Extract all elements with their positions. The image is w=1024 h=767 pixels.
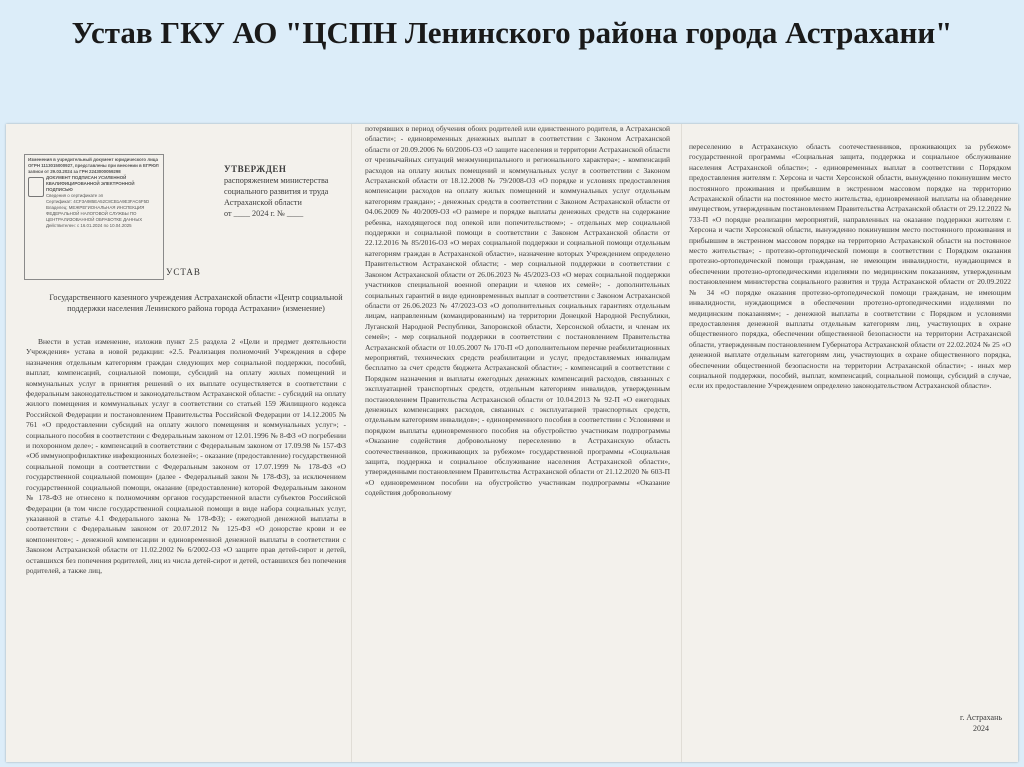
page-1-body: Внести в устав изменение, изложив пункт 2.5 раздела 2 «Цели и предмет деятельности Учреждения» устава в новой редакции: «2.5. Реализация полномочий Учреждения в сфере назначения отдельным категориям граждан следующих мер социальной поддержки, пособий, выплат, компенсаций, социальной помощи, субсидий на оплату жилых помещений и коммунальных услуг в принятия решений о их выплате осуществляется в соответствии с федеральным законодательством и законодательством Астраханской области: - субсидий на оплату жилого помещения и коммунальных услуг в соответствии со статьей 159 Жилищного кодекса Российской Федерации и постановлением Правительства Российской Федерации от 14.12.2005 № 761 «О предоставлении субсидий на оплату жилого помещения и коммунальных услуг»; - социального пособия в соответствии с Федеральным законом от 12.01.1996 № 8-ФЗ «О погребении и похоронном деле»; - компенсаций в соответствии с Федеральным законом от 17.09.98 № 157-ФЗ «Об иммунопрофилактике инфекционных болезней»; - оказание (предоставление) государственной социальной помощи в соответствии с Федеральным законом от 17.07.1999 № 178-ФЗ «О государственной социальной помощи» (далее - Федеральный закон № 178-ФЗ), за исключением государственной социальной помощи, оказание (предоставление) которой Федеральным законом № 178-ФЗ не отнесено к полномочиям органов государственной власти субъектов Российской Федерации (в том числе государственной социальной помощи в виде набора социальных услуг, указанной в статье 4.1 Федерального закона № 178-ФЗ); - ежегодной денежной выплаты в соответствии с Федеральным законом от 20.07.2012 № 125-ФЗ «О донорстве крови и ее компонентов»; - денежной компенсации и единовременной денежной выплаты в соответствии с Законом Астраханской области от 11.02.2002 № 6/2002-ОЗ «О защите прав детей-сирот и детей, оставшихся без попечения родителей, лиц из числа детей-сирот и детей, оставшихся без попечения родителей, а также лиц, — [26, 337, 346, 575]
approval-line: Астраханской области — [224, 198, 302, 207]
approval-line: социального развития и труда — [224, 187, 329, 196]
stamp-title: ДОКУМЕНТ ПОДПИСАН УСИЛЕННОЙ КВАЛИФИЦИРОВАННОЙ ЭЛЕКТРОННОЙ ПОДПИСЬЮ — [46, 175, 135, 192]
document-page-1 — [6, 124, 351, 762]
page-2-body: потерявших в период обучения обоих родителей или единственного родителя, в Астраханской области»; - единовременных денежных выплат в соответствии с Законом Астраханской области от 20.09.2006 № 60/2006-ОЗ «О защите населения и территории Астраханской области от чрезвычайных ситуаций межмуниципального и регионального характера»; - компенсаций расходов на оплату жилых помещений и коммунальных услуг в соответствии с Законом Астраханской области от 18.12.2008 № 79/2008-ОЗ «О порядке и условиях предоставления компенсации расходов на оплату жилых помещений и коммунальных услуг отдельным категориям граждан»; - денежных средств в соответствии с Законом Астраханской области от 04.06.2009 № 40/2009-ОЗ «О размере и порядке выплаты денежных средств на содержание ребенка, находящегося под опекой или попечительством»; - отдельных мер социальной поддержки и социальной помощи в соответствии с Законом Астраханской области от 22.12.2016 № 85/2016-ОЗ «О мерах социальной поддержки и социальной помощи отдельным категориям граждан в Астраханской области», назначение которых Учреждением определено Правительством Астраханской области; - мер социальной поддержки в соответствии с Законом Астраханской области от 26.06.2023 № 45/2023-ОЗ «О мерах социальной поддержки участников специальной военной операции и членов их семей»; - дополнительных социальных гарантий в виде единовременных выплат в соответствии с Законом Астраханской области от 26.06.2023 № 47/2023-ОЗ «О дополнительных социальных гарантиях отдельным лицам, направленным (командированным) на территории Донецкой Народной Республики, Луганской Народной Республики, Запорожской области, Херсонской области, и членам их семей»; - мер социальной поддержки в соответствии с постановлением Правительства Астраханской области от 10.05.2007 № 170-П «О дополнительном перечне реабилитационных мероприятий, технических средств реабилитации и услуг, предоставляемых инвалидам бесплатно за счет средств бюджета Астраханской области»; - компенсаций в соответствии с Порядком назначения и выплаты ежегодных денежных компенсаций расходов, связанных с эксплуатацией транспортных средств, отдельным категориям инвалидов, утвержденным постановлением Правительства Астраханской области от 10.04.2013 № 92-П «О ежегодных денежных компенсациях расходов, связанных с эксплуатацией транспортных средств, отдельным категориям инвалидов»; - единовременного пособия в соответствии с Условиями и порядком выплаты единовременного пособия на обустройство участникам подпрограммы «Оказание содействия добровольному переселению в Астраханскую область соотечественников, проживающих за рубежом» государственной программы «Социальная защита, поддержка и социальное обслуживание населения Астраханской области», утвержденными постановлением Правительства Астраханской области от 21.12.2020 № 603-П «О единовременном пособии на обустройство участникам подпрограммы «Оказание содействия добровольному — [365, 124, 670, 498]
emblem-icon — [28, 177, 44, 197]
place-and-year — [951, 712, 1011, 734]
stamp-header: Изменения в учредительный документ юридического лица ОГРН 1113015000927, представлены при внесении в ЕГРЮЛ записи от 29.03.2024 за ГРН 2243000059298 — [28, 157, 159, 174]
stamp-line: Действителен: с 16.01.2024 по 10.04.2025 — [46, 223, 132, 228]
stamp-cert-label: Сведения о сертификате эп — [46, 193, 104, 198]
page-3-body: переселению в Астраханскую область соотечественников, проживающих за рубежом» государственной программы «Социальная защита, поддержка и социальное обслуживание населения Астраханской области»; - единовременных выплат в соответствии с Порядком предоставления жителям г. Херсона и части Херсонской области, вынужденно покинувшим место постоянного проживания и прибывшим в экстренном массовом порядке на территорию Астраханской области на постоянное место жительства, единовременной выплаты на обзаведение имуществом, утвержденным постановлением Правительства Астраханской области от 29.12.2022 № 733-П «О порядке реализации мероприятий, направленных на оказание поддержки жителям г. Херсона и части Херсонской области, вынужденно покинувшим место постоянного проживания и прибывшим в экстренном массовом порядке на территорию Астраханской области на постоянное место жительства»; - протезно-ортопедической помощи в соответствии с Порядком оказания протезно-ортопедической помощи гражданам, не имеющим инвалидности, нуждающимся в обеспечении протезно-ортопедическими изделиями по медицинским показаниям, утвержденным постановлением министерства социального развития и труда Астраханской области от 20.09.2022 № 34 «О порядке оказания протезно-ортопедической помощи гражданам, не имеющим инвалидности, нуждающимся в обеспечении протезно-ортопедическими изделиями по медицинским показаниям»; - денежной выплаты в соответствии с Порядком и условиями предоставления денежной выплаты отдельным категориям лиц, участвующих в охране общественного порядка, обеспечении общественной безопасности на территории Астраханской области, утвержденным постановлением Губернатора Астраханской области от 22.02.2024 № 25 «О денежной выплате отдельным категориям лиц, участвующих в охране общественного порядка, обеспечении общественной безопасности на территории Астраханской области»; - иных мер социальной поддержки, пособий, выплат, компенсаций, социальной помощи, субсидий в случае, если их предоставление Учреждением определено законодательством Астраханской области». — [689, 142, 1011, 391]
document-page-2 — [351, 124, 681, 762]
stamp-line: ЦЕНТРАЛИЗОВАННОЙ ОБРАБОТКЕ ДАННЫХ — [46, 217, 143, 222]
slide-title: Устав ГКУ АО "ЦСПН Ленинского района города Астрахани" — [71, 15, 953, 50]
document-page-3 — [681, 124, 1018, 762]
stamp-line: Сертификат: 4CF3A985EA52C8CB1A9E3FAC6F5D — [46, 199, 150, 204]
document-type-label: УСТАВ — [166, 267, 201, 277]
city: г. Астрахань — [959, 713, 1003, 722]
stamp-line: ФЕДЕРАЛЬНОЙ НАЛОГОВОЙ СЛУЖБЫ ПО — [46, 211, 137, 216]
approval-line: распоряжением министерства — [224, 176, 329, 185]
approval-block — [224, 164, 344, 219]
year: 2024 — [973, 724, 989, 733]
approval-title: УТВЕРЖДЕН — [224, 164, 287, 174]
document-scan — [6, 124, 1018, 762]
electronic-signature-stamp — [24, 154, 164, 280]
stamp-line: Владелец: МЕЖРЕГИОНАЛЬНАЯ ИНСПЕКЦИЯ — [46, 205, 145, 210]
approval-line: от ____ 2024 г. № ____ — [224, 209, 304, 218]
organization-name: Государственного казенного учреждения Астраханской области «Центр социальной поддержки населения Ленинского района города Астрахани» (изменение) — [49, 293, 343, 313]
